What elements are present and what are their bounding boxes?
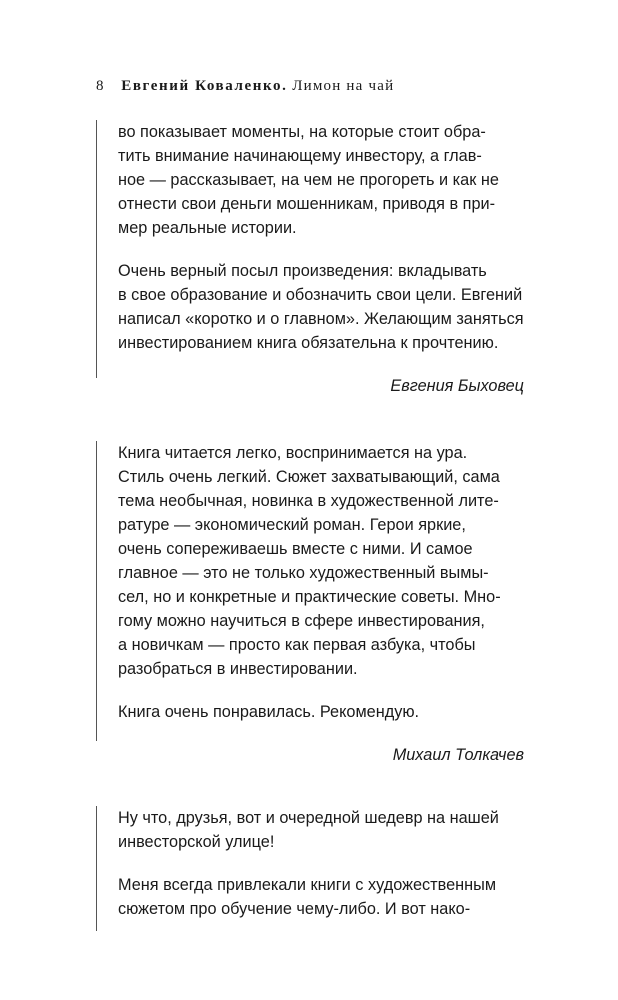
review-side-rule xyxy=(96,441,97,741)
review-text-line: инвестированием книга обязательна к прочтению. xyxy=(118,334,499,352)
review-text-line: Книга очень понравилась. Рекомендую. xyxy=(118,703,420,721)
review-block xyxy=(96,441,534,767)
page-number: 8 xyxy=(96,78,105,94)
review-block xyxy=(96,806,534,921)
review-text-line: мер реальные истории. xyxy=(118,219,297,237)
review-text-line: сюжетом про обучение чему-либо. И вот нако- xyxy=(118,900,471,918)
review-text-line: Очень верный посыл произведения: вкладывать xyxy=(118,262,487,280)
review-text-line: написал «коротко и о главном». Желающим заняться xyxy=(118,310,524,328)
review-text-line: ное — рассказывает, на чем не прогореть и как не xyxy=(118,171,499,189)
running-head-author: Евгений Коваленко. xyxy=(121,78,288,94)
review-side-rule xyxy=(96,806,97,931)
review-text-line: инвесторской улице! xyxy=(118,833,275,851)
review-body xyxy=(96,806,534,921)
review-text-line: главное — это не только художественный вымы- xyxy=(118,564,489,582)
review-text-line: отнести свои деньги мошенникам, приводя в при- xyxy=(118,195,496,213)
review-side-rule xyxy=(96,120,97,378)
review-text-line: гому можно научиться в сфере инвестирования, xyxy=(118,612,485,630)
review-text-line: в свое образование и обозначить свои цели. Евгений xyxy=(118,286,523,304)
review-text-line: Стиль очень легкий. Сюжет захватывающий, сама xyxy=(118,468,500,486)
review-text-line: тема необычная, новинка в художественной лите- xyxy=(118,492,499,510)
review-text-line: Ну что, друзья, вот и очередной шедевр на нашей xyxy=(118,809,499,827)
review-block xyxy=(96,120,534,398)
review-signature: Евгения Быховец xyxy=(390,377,524,395)
running-head-book-title: Лимон на чай xyxy=(292,78,395,94)
review-signature: Михаил Толкачев xyxy=(392,746,524,764)
review-text-line: тить внимание начинающему инвестору, а глав- xyxy=(118,147,482,165)
review-text-line: ратуре — экономический роман. Герои яркие, xyxy=(118,516,466,534)
review-text-line: Книга читается легко, воспринимается на ура. xyxy=(118,444,468,462)
review-body xyxy=(96,441,534,767)
review-text-line: во показывает моменты, на которые стоит обра- xyxy=(118,123,486,141)
review-text-line: Меня всегда привлекали книги с художественным xyxy=(118,876,497,894)
review-text-line: сел, но и конкретные и практические советы. Мно- xyxy=(118,588,501,606)
review-text-line: очень сопереживаешь вместе с ними. И самое xyxy=(118,540,473,558)
review-text-line: разобраться в инвестировании. xyxy=(118,660,358,678)
review-body xyxy=(96,120,534,398)
review-text-line: а новичкам — просто как первая азбука, чтобы xyxy=(118,636,476,654)
running-head xyxy=(96,78,394,95)
